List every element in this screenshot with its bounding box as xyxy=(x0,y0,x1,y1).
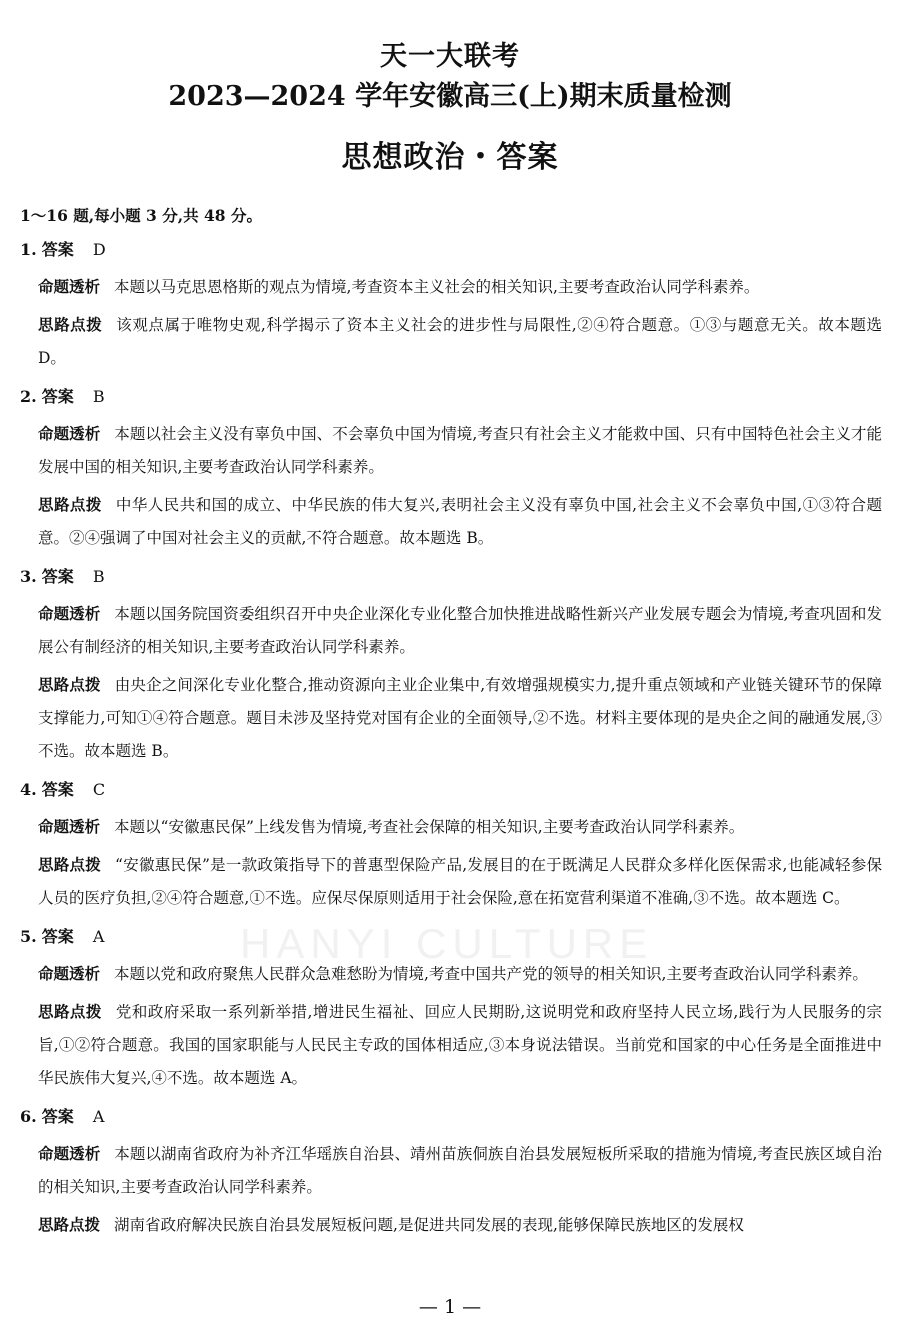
hint-text: 湖南省政府解决民族自治县发展短板问题,是促进共同发展的表现,能够保障民族地区的发展权 xyxy=(114,1216,744,1234)
question-6 xyxy=(20,1103,882,1242)
analysis-label: 命题透析 xyxy=(38,277,101,296)
question-4 xyxy=(20,776,882,915)
analysis-label: 命题透析 xyxy=(38,1144,101,1163)
analysis-text: 本题以马克思恩格斯的观点为情境,考查资本主义社会的相关知识,主要考查政治认同学科素养。 xyxy=(114,278,760,296)
question-header xyxy=(20,236,882,264)
question-number: 1. xyxy=(20,240,37,259)
analysis-text: 本题以国务院国资委组织召开中央企业深化专业化整合加快推进战略性新兴产业发展专题会为情境,考查巩固和发展公有制经济的相关知识,主要考查政治认同学科素养。 xyxy=(38,605,882,656)
hint-paragraph xyxy=(20,848,882,915)
answer-value: D xyxy=(92,240,106,259)
hint-label: 思路点拨 xyxy=(38,855,102,874)
hint-text: 该观点属于唯物史观,科学揭示了资本主义社会的进步性与局限性,②④符合题意。①③与题意无关。故本题选 D。 xyxy=(38,316,882,367)
answer-label: 答案 xyxy=(41,780,74,799)
question-number: 4. xyxy=(20,780,37,799)
hint-text: “安徽惠民保”是一款政策指导下的普惠型保险产品,发展目的在于既满足人民群众多样化医保需求,也能减轻参保人员的医疗负担,②④符合题意,①不选。应保尽保原则适用于社会保险,意在拓宽营利渠道不准确,③不选。故本题选 C。 xyxy=(38,856,882,907)
answer-label: 答案 xyxy=(41,240,74,259)
question-header xyxy=(20,1103,882,1131)
analysis-text: 本题以“安徽惠民保”上线发售为情境,考查社会保障的相关知识,主要考查政治认同学科素养。 xyxy=(114,818,745,836)
question-number: 2. xyxy=(20,387,37,406)
answer-value: A xyxy=(92,927,105,946)
subject-title: 思想政治・答案 xyxy=(341,140,559,175)
question-header xyxy=(20,923,882,951)
answer-value: A xyxy=(92,1107,105,1126)
analysis-paragraph xyxy=(20,270,882,304)
question-1 xyxy=(20,236,882,375)
analysis-paragraph xyxy=(20,1137,882,1204)
watermark: HANYI CULTURE xyxy=(240,920,654,967)
analysis-text: 本题以党和政府聚焦人民群众急难愁盼为情境,考查中国共产党的领导的相关知识,主要考查政治认同学科素养。 xyxy=(114,965,868,983)
analysis-label: 命题透析 xyxy=(38,964,101,983)
question-2 xyxy=(20,383,882,555)
hint-paragraph xyxy=(20,668,882,768)
section-intro: 1～16 题,每小题 3 分,共 48 分。 xyxy=(20,206,262,225)
hint-label: 思路点拨 xyxy=(38,495,102,514)
answer-value: B xyxy=(92,567,105,586)
analysis-text: 本题以湖南省政府为补齐江华瑶族自治县、靖州苗族侗族自治县发展短板所采取的措施为情境,考查民族区域自治的相关知识,主要考查政治认同学科素养。 xyxy=(38,1145,882,1196)
question-number: 6. xyxy=(20,1107,37,1126)
analysis-label: 命题透析 xyxy=(38,604,101,623)
question-5 xyxy=(20,923,882,1095)
answer-value: C xyxy=(92,780,106,799)
hint-label: 思路点拨 xyxy=(38,315,103,334)
answer-label: 答案 xyxy=(41,387,74,406)
answer-content xyxy=(20,202,882,1250)
hint-paragraph xyxy=(20,1208,882,1242)
question-number: 3. xyxy=(20,567,37,586)
analysis-text: 本题以社会主义没有辜负中国、不会辜负中国为情境,考查只有社会主义才能救中国、只有中国特色社会主义才能发展中国的相关知识,主要考查政治认同学科素养。 xyxy=(38,425,882,476)
analysis-paragraph xyxy=(20,957,882,991)
answer-label: 答案 xyxy=(41,927,74,946)
hint-label: 思路点拨 xyxy=(38,1002,102,1021)
analysis-paragraph xyxy=(20,597,882,664)
answer-label: 答案 xyxy=(41,1107,74,1126)
hint-text: 党和政府采取一系列新举措,增进民生福祉、回应人民期盼,这说明党和政府坚持人民立场,践行为人民服务的宗旨,①②符合题意。我国的国家职能与人民民主专政的国体相适应,③本身说法错误。当前党和国家的中心任务是全面推进中华民族伟大复兴,④不选。故本题选 A。 xyxy=(38,1003,882,1087)
question-number: 5. xyxy=(20,927,37,946)
question-3 xyxy=(20,563,882,768)
analysis-paragraph xyxy=(20,417,882,484)
analysis-label: 命题透析 xyxy=(38,424,101,443)
analysis-paragraph xyxy=(20,810,882,844)
hint-paragraph xyxy=(20,995,882,1095)
question-header xyxy=(20,563,882,591)
hint-paragraph xyxy=(20,308,882,375)
hint-text: 中华人民共和国的成立、中华民族的伟大复兴,表明社会主义没有辜负中国,社会主义不会辜负中国,①③符合题意。②④强调了中国对社会主义的贡献,不符合题意。故本题选 B。 xyxy=(38,496,882,547)
org-title: 天一大联考 xyxy=(380,41,520,72)
page-number: — 1 — xyxy=(418,1296,482,1318)
hint-text: 由央企之间深化专业化整合,推动资源向主业企业集中,有效增强规模实力,提升重点领域和产业链关键环节的保障支撑能力,可知①④符合题意。题目未涉及坚持党对国有企业的全面领导,②不选。材料主要体现的是央企之间的融通发展,③不选。故本题选 B。 xyxy=(38,676,882,760)
hint-paragraph xyxy=(20,488,882,555)
question-header xyxy=(20,776,882,804)
exam-title: 2023—2024 学年安徽高三(上)期末质量检测 xyxy=(168,81,732,112)
question-header xyxy=(20,383,882,411)
hint-label: 思路点拨 xyxy=(38,675,101,694)
hint-label: 思路点拨 xyxy=(38,1215,101,1234)
answer-value: B xyxy=(92,387,105,406)
analysis-label: 命题透析 xyxy=(38,817,101,836)
answer-label: 答案 xyxy=(41,567,74,586)
